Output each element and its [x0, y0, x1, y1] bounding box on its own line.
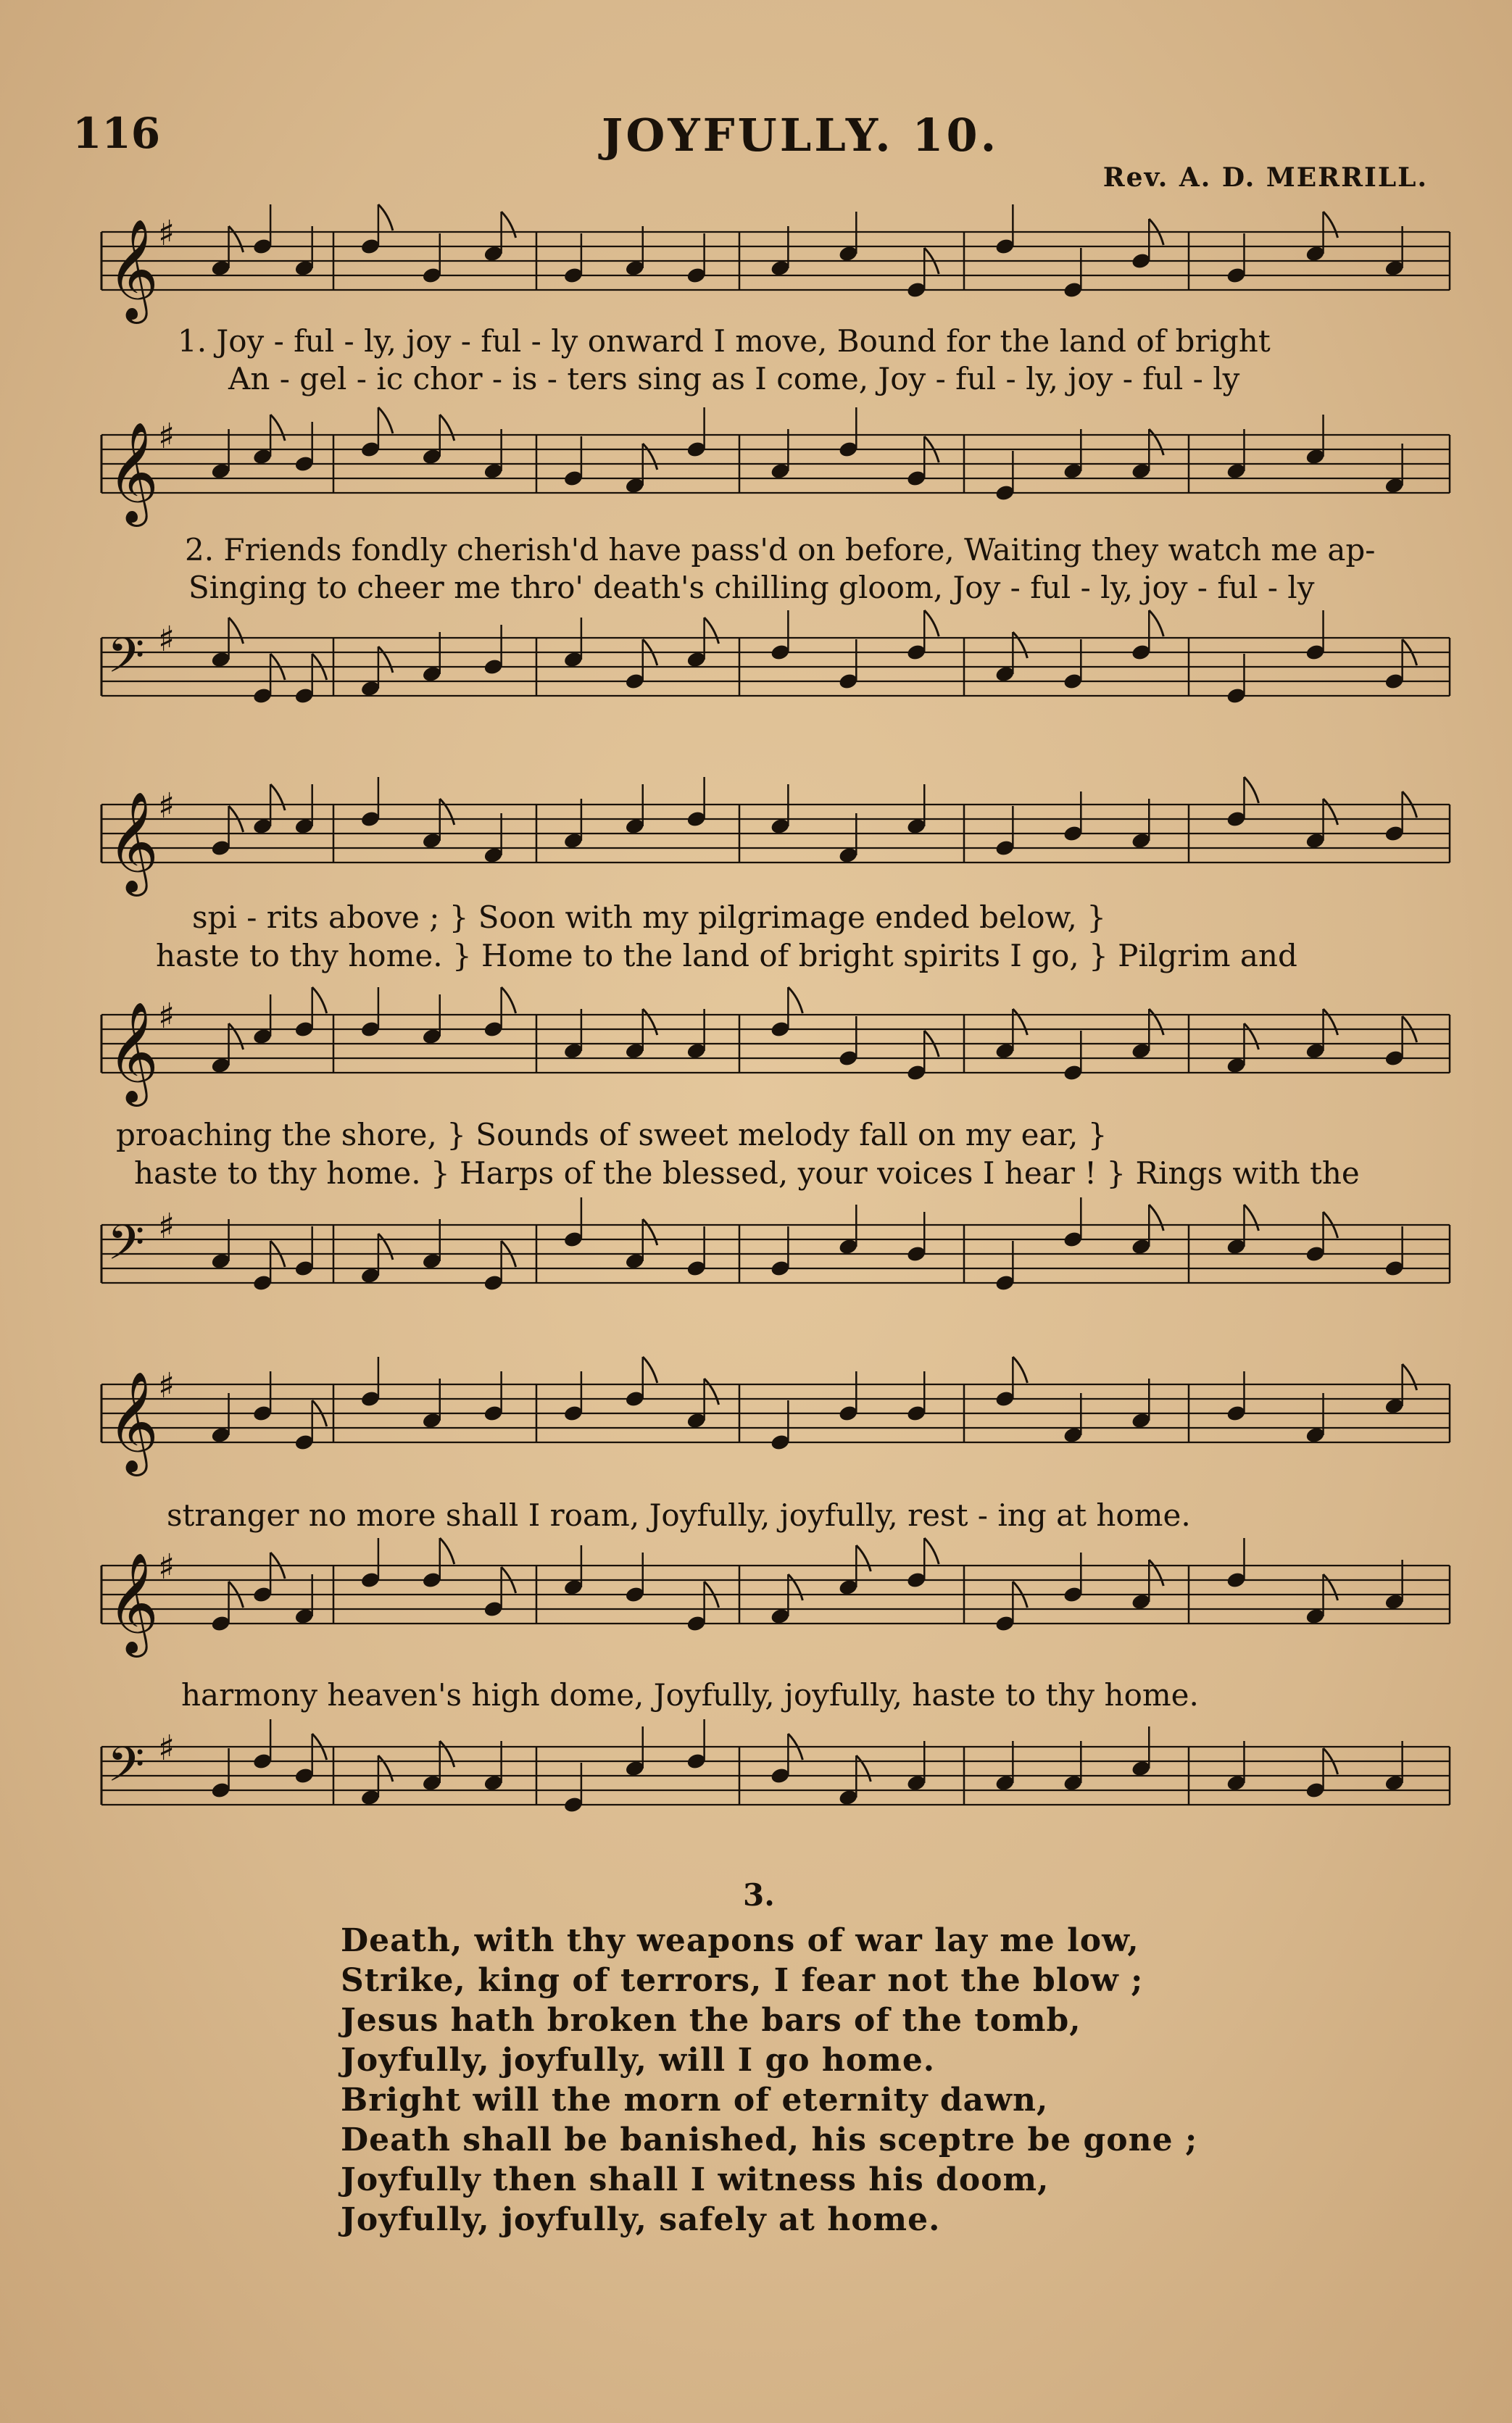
note-icon [252, 415, 285, 466]
verse-lines [341, 1921, 1197, 2240]
note-icon [294, 1400, 326, 1452]
note-icon [1063, 1031, 1084, 1082]
note-icon [563, 1371, 584, 1423]
note-icon [1226, 654, 1247, 705]
note-icon [1226, 777, 1258, 828]
note-icon [624, 1357, 657, 1408]
note-icon [906, 1371, 927, 1423]
note-icon [563, 1009, 584, 1060]
note-icon [360, 1538, 381, 1589]
note-icon [294, 784, 315, 836]
note-icon [1131, 1560, 1163, 1611]
page-number: 116 [72, 109, 161, 158]
note-icon [252, 654, 285, 705]
note-icon [252, 1241, 285, 1292]
note-icon [624, 639, 657, 691]
staff-treble-3 [72, 783, 1457, 892]
note-icon [1131, 799, 1152, 850]
music-system-1 [72, 196, 1457, 718]
note-icon [483, 1371, 504, 1423]
sharp-icon: ♯ [158, 1547, 175, 1587]
staff-treble-6 [72, 1544, 1457, 1653]
sharp-icon: ♯ [158, 1366, 175, 1406]
note-icon [252, 784, 285, 836]
note-icon [1131, 1379, 1152, 1430]
note-icon [1131, 219, 1163, 270]
note-icon [294, 1574, 315, 1626]
note-icon [210, 429, 231, 481]
note-icon [994, 1009, 1027, 1060]
note-icon [294, 226, 315, 278]
staff-treble-1 [72, 210, 1457, 319]
note-icon [770, 987, 802, 1039]
treble-clef-icon: 𝄞 [107, 1371, 159, 1472]
treble-clef-icon: 𝄞 [107, 422, 159, 523]
note-icon [1063, 429, 1084, 481]
note-icon [994, 451, 1015, 502]
note-icon [421, 1741, 454, 1792]
note-icon [838, 1371, 859, 1423]
note-icon [1063, 1553, 1084, 1604]
sharp-icon: ♯ [158, 619, 175, 660]
verse-line: Joyfully, joyfully, will I go home. [341, 2042, 936, 2079]
note-icon [360, 1357, 381, 1408]
staff-bass-1 [72, 616, 1457, 725]
note-icon [1131, 1726, 1152, 1778]
note-icon [994, 1582, 1027, 1633]
note-icon [770, 1400, 791, 1452]
note-icon [838, 1545, 871, 1597]
note-icon [1226, 1538, 1247, 1589]
verse-line: Death, with thy weapons of war lay me low, [341, 1922, 1139, 1959]
verse-line: Death shall be banished, his sceptre be gone ; [341, 2121, 1198, 2158]
note-icon [294, 422, 315, 473]
note-icon [294, 654, 326, 705]
note-icon [421, 415, 454, 466]
note-icon [838, 407, 859, 459]
note-icon [686, 618, 718, 669]
treble-clef-icon: 𝄞 [107, 791, 159, 892]
note-icon [210, 1748, 231, 1800]
page-header [72, 109, 1450, 193]
verse-number: 3. [743, 1877, 775, 1913]
note-icon [1063, 791, 1084, 843]
note-icon [563, 618, 584, 669]
sharp-icon: ♯ [158, 1728, 175, 1769]
note-icon [686, 1009, 707, 1060]
note-icon [1305, 1393, 1326, 1445]
note-icon [906, 610, 939, 662]
note-icon [252, 1553, 285, 1604]
note-icon [1384, 1016, 1416, 1068]
note-icon [1226, 233, 1247, 285]
note-icon [360, 407, 393, 459]
note-icon [1131, 429, 1163, 481]
note-icon [252, 204, 273, 256]
note-icon [1063, 1741, 1084, 1792]
verse-line: Joyfully then shall I witness his doom, [341, 2161, 1050, 2198]
note-icon [838, 1205, 859, 1256]
lyric-line: stranger no more shall I roam, Joyfully, joyfully, rest - ing at home. [167, 1497, 1191, 1533]
note-icon [1384, 1364, 1416, 1416]
note-icon [421, 233, 442, 285]
note-icon [624, 1726, 645, 1778]
note-icon [360, 1234, 393, 1285]
note-icon [563, 436, 584, 488]
note-icon [906, 1741, 927, 1792]
note-icon [1384, 1741, 1405, 1792]
note-icon [994, 1241, 1015, 1292]
music-system-3 [72, 1348, 1457, 1855]
note-icon [483, 625, 504, 676]
note-icon [838, 1755, 871, 1807]
note-icon [252, 994, 273, 1046]
note-icon [210, 1582, 243, 1633]
note-icon [770, 610, 791, 662]
note-icon [1305, 1009, 1337, 1060]
note-icon [686, 1226, 707, 1278]
lyric-line: An - gel - ic chor - is - ters sing as I come, Joy - ful - ly, joy - ful - ly [228, 361, 1240, 396]
note-icon [624, 1009, 657, 1060]
verse-line: Jesus hath broken the bars of the tomb, [341, 2002, 1081, 2039]
note-icon [1384, 791, 1416, 843]
note-icon [360, 777, 381, 828]
hymn-title: JOYFULLY. 10. [602, 109, 1000, 162]
note-icon [906, 1212, 927, 1263]
note-icon [994, 806, 1015, 857]
note-icon [906, 1538, 939, 1589]
hymn-author: Rev. A. D. MERRILL. [1102, 162, 1428, 193]
note-icon [1384, 639, 1416, 691]
note-icon [994, 632, 1027, 683]
note-icon [210, 1393, 231, 1445]
note-icon [1063, 1197, 1084, 1249]
note-icon [210, 1023, 243, 1075]
note-icon [994, 1357, 1027, 1408]
note-icon [483, 813, 504, 865]
lyric-line: Singing to cheer me thro' death's chilling gloom, Joy - ful - ly, joy - ful - ly [188, 570, 1315, 605]
note-icon [360, 1755, 393, 1807]
lyric-line: spi - rits above ; } Soon with my pilgrimage ended below, } [192, 899, 1106, 935]
note-icon [483, 212, 515, 263]
note-icon [421, 1219, 442, 1271]
note-icon [906, 436, 939, 488]
note-icon [1226, 429, 1247, 481]
note-icon [624, 444, 657, 495]
note-icon [1384, 1560, 1405, 1611]
note-icon [210, 1219, 231, 1271]
note-icon [421, 1379, 442, 1430]
note-icon [210, 806, 243, 857]
staff-treble-4 [72, 993, 1457, 1102]
note-icon [686, 233, 707, 285]
note-icon [838, 212, 859, 263]
sharp-icon: ♯ [158, 416, 175, 457]
note-icon [1063, 639, 1084, 691]
note-icon [1305, 1212, 1337, 1263]
note-icon [838, 1016, 859, 1068]
note-icon [686, 1719, 707, 1771]
staff-bass-2 [72, 1203, 1457, 1312]
bass-clef-icon: 𝄢 [107, 628, 145, 695]
note-icon [994, 204, 1015, 256]
verse-line: Strike, king of terrors, I fear not the blow ; [341, 1962, 1144, 1999]
treble-clef-icon: 𝄞 [107, 1002, 159, 1102]
sharp-icon: ♯ [158, 996, 175, 1036]
lyric-line: proaching the shore, } Sounds of sweet melody fall on my ear, } [116, 1117, 1108, 1152]
note-icon [483, 1567, 515, 1618]
note-icon [1226, 1205, 1258, 1256]
note-icon [770, 429, 791, 481]
note-icon [686, 1379, 718, 1430]
note-icon [1305, 610, 1326, 662]
note-icon [1131, 610, 1163, 662]
note-icon [1131, 1009, 1163, 1060]
note-icon [252, 1719, 273, 1771]
note-icon [770, 784, 791, 836]
note-icon [421, 632, 442, 683]
note-icon [210, 226, 243, 278]
note-icon [483, 429, 504, 481]
note-icon [210, 618, 243, 669]
bass-clef-icon: 𝄢 [107, 1737, 145, 1804]
lyric-line: 2. Friends fondly cherish'd have pass'd on before, Waiting they watch me ap- [185, 532, 1376, 568]
note-icon [1063, 1393, 1084, 1445]
note-icon [838, 813, 859, 865]
sharp-icon: ♯ [158, 213, 175, 254]
bass-clef-icon: 𝄢 [107, 1215, 145, 1282]
staff-bass-3 [72, 1725, 1457, 1834]
note-icon [1063, 248, 1084, 299]
music-system-2 [72, 768, 1457, 1290]
note-icon [563, 1545, 584, 1597]
note-icon [1226, 1741, 1247, 1792]
lyric-line: haste to thy home. } Harps of the blessed, your voices I hear ! } Rings with the [134, 1155, 1360, 1191]
note-icon [770, 1226, 791, 1278]
treble-clef-icon: 𝄞 [107, 219, 159, 320]
note-icon [421, 994, 442, 1046]
note-icon [624, 1553, 645, 1604]
note-icon [770, 1734, 802, 1785]
note-icon [483, 987, 515, 1039]
note-icon [360, 647, 393, 698]
note-icon [1305, 1574, 1337, 1626]
lyric-line: 1. Joy - ful - ly, joy - ful - ly onward I move, Bound for the land of bright [178, 323, 1271, 359]
note-icon [906, 1031, 939, 1082]
lyric-line: harmony heaven's high dome, Joyfully, joyfully, haste to thy home. [181, 1677, 1199, 1713]
note-icon [1305, 415, 1326, 466]
note-icon [1226, 1371, 1247, 1423]
note-icon [1305, 212, 1337, 263]
note-icon [294, 1226, 315, 1278]
note-icon [686, 1582, 718, 1633]
verse-line: Joyfully, joyfully, safely at home. [341, 2201, 941, 2238]
note-icon [252, 1371, 273, 1423]
lyric-line: haste to thy home. } Home to the land of bright spirits I go, } Pilgrim and [156, 938, 1297, 973]
note-icon [686, 777, 707, 828]
note-icon [770, 226, 791, 278]
note-icon [360, 204, 393, 256]
note-icon [1384, 1226, 1405, 1278]
note-icon [483, 1741, 504, 1792]
note-icon [563, 799, 584, 850]
verse-line: Bright will the morn of eternity dawn, [341, 2082, 1049, 2119]
note-icon [838, 639, 859, 691]
note-icon [1384, 226, 1405, 278]
note-icon [421, 799, 454, 850]
note-icon [906, 784, 927, 836]
note-icon [483, 1241, 515, 1292]
sharp-icon: ♯ [158, 786, 175, 826]
staff-treble-5 [72, 1363, 1457, 1471]
note-icon [563, 1197, 584, 1249]
note-icon [294, 1734, 326, 1785]
sharp-icon: ♯ [158, 1206, 175, 1247]
note-icon [624, 1219, 657, 1271]
note-icon [294, 987, 326, 1039]
note-icon [994, 1741, 1015, 1792]
staff-treble-2 [72, 413, 1457, 522]
note-icon [686, 407, 707, 459]
note-icon [563, 233, 584, 285]
note-icon [1305, 799, 1337, 850]
note-icon [624, 226, 645, 278]
note-icon [360, 987, 381, 1039]
note-icon [421, 1538, 454, 1589]
note-icon [624, 784, 645, 836]
treble-clef-icon: 𝄞 [107, 1553, 159, 1653]
note-icon [906, 248, 939, 299]
note-icon [1226, 1023, 1258, 1075]
note-icon [1384, 444, 1405, 495]
note-icon [1131, 1205, 1163, 1256]
note-icon [770, 1574, 802, 1626]
note-icon [563, 1763, 584, 1814]
note-icon [1305, 1748, 1337, 1800]
